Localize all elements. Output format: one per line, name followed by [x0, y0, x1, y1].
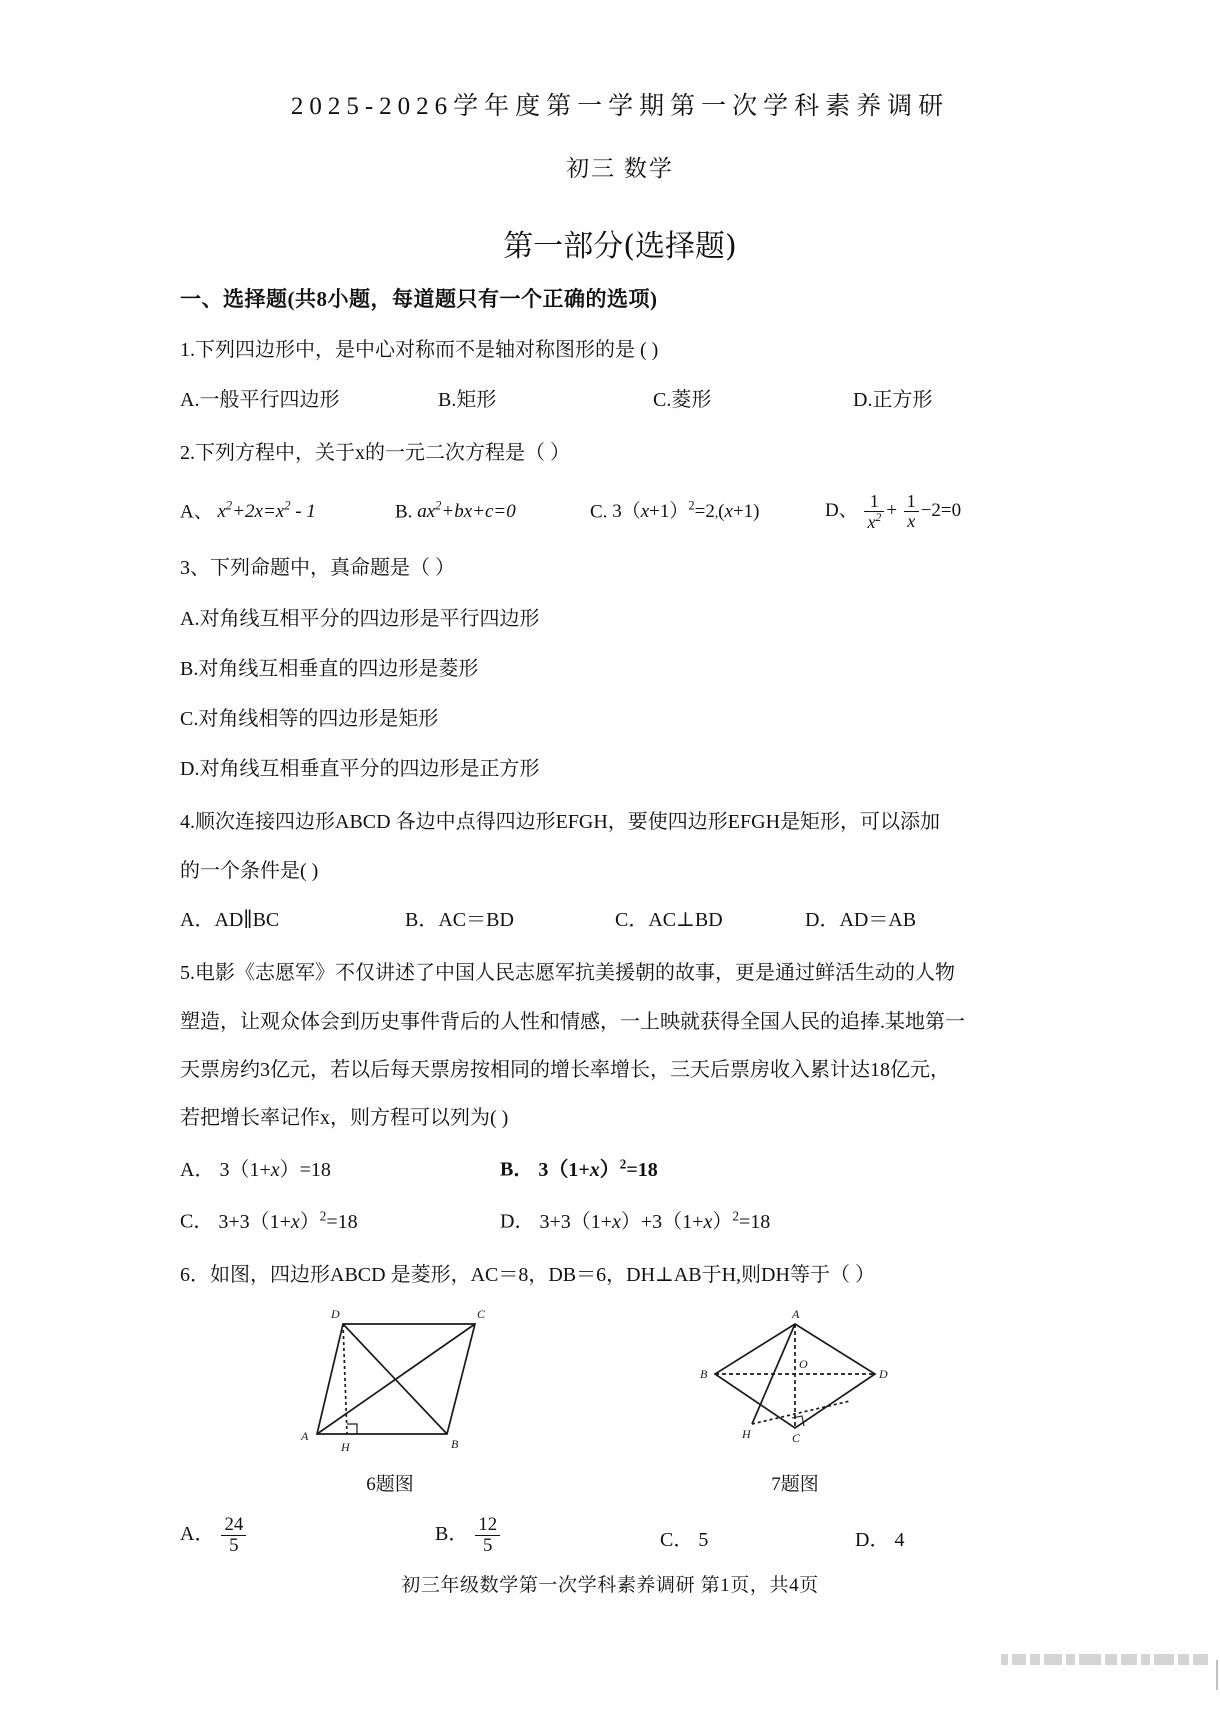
question-6-option-a-fraction: $\frac{24}{5}$ [221, 1515, 246, 1555]
question-6 [180, 1258, 1060, 1556]
question-6-option-b[interactable] [435, 1515, 660, 1555]
question-6-option-d-value: 4 [894, 1528, 905, 1551]
document-subtitle: 初三 数学 [566, 156, 674, 181]
figure-7-label-A: A [792, 1306, 800, 1321]
question-6-option-c-label: C． [660, 1528, 694, 1551]
question-6-option-d-label: D． [855, 1528, 890, 1551]
question-2-option-d-frac2: $\frac{1}{x}$ [904, 492, 919, 531]
question-6-option-a-label: A． [180, 1523, 215, 1546]
question-5-options-row-1 [180, 1154, 1060, 1186]
question-4-option-b[interactable]: B．AC＝BD [405, 909, 514, 932]
question-5-stem-line-4: 若把增长率记作x，则方程可以列为( ) [180, 1107, 509, 1130]
question-1 [180, 333, 1060, 416]
document-title: 2025-2026学年度第一学期第一次学科素养调研 [290, 93, 950, 120]
question-5-option-d[interactable] [500, 1206, 770, 1238]
question-5-option-a[interactable] [180, 1155, 500, 1186]
section-heading: 一、选择题(共8小题，每道题只有一个正确的选项) [180, 287, 658, 311]
figure-6-drawing [275, 1306, 505, 1456]
figure-7-label-H: H [742, 1426, 751, 1441]
question-2-option-b-label: B. [395, 501, 413, 523]
question-3 [180, 551, 1060, 785]
question-2-option-b-expr: $ax^2+bx+c=0$ [417, 498, 516, 523]
question-2-option-a-expr: $x^2+2x=x^2 - 1$ [217, 498, 316, 523]
question-2-option-d[interactable]: D、 $\frac{1}{x^2}$ + $\frac{1}{x}$ −2=0 [825, 491, 962, 532]
watermark [878, 1646, 1208, 1672]
figure-7-label-C: C [792, 1430, 801, 1445]
question-4-options [180, 905, 1060, 936]
question-5-option-c-label: C． [180, 1210, 214, 1233]
figure-7-label-B: B [700, 1366, 708, 1381]
figure-6-label-A: A [301, 1428, 309, 1443]
question-4-stem-line-2: 的一个条件是( ) [180, 860, 319, 883]
question-4-option-a[interactable]: A．AD∥BC [180, 909, 280, 932]
question-4-option-c[interactable]: C．AC⊥BD [615, 909, 723, 932]
figure-6 [240, 1306, 540, 1499]
figure-7-label-D: D [879, 1366, 888, 1381]
question-4-option-d[interactable]: D．AD＝AB [805, 909, 917, 932]
question-2-option-a[interactable] [180, 497, 395, 527]
question-2-option-d-frac1: $\frac{1}{x^2}$ [864, 492, 884, 531]
question-5-option-b-label: B． [500, 1159, 534, 1182]
question-1-option-b[interactable]: B.矩形 [438, 389, 497, 411]
question-2-option-c-label: C. [590, 501, 608, 523]
question-6-option-b-label: B． [435, 1523, 469, 1546]
figure-6-label-D: D [331, 1306, 340, 1321]
question-6-option-b-fraction: $\frac{12}{5}$ [475, 1515, 500, 1555]
question-5-option-d-expr: $3+3(1+x)+3(1+x)^2=18$ [539, 1208, 771, 1233]
question-3-option-a[interactable]: A.对角线互相平分的四边形是平行四边形 [180, 608, 540, 631]
question-2-options [180, 492, 1060, 531]
question-6-option-a[interactable] [180, 1515, 435, 1555]
question-5-options-row-2 [180, 1206, 1060, 1238]
question-4-stem-line-1: 4.顺次连接四边形ABCD 各边中点得四边形EFGH，要使四边形EFGH是矩形，可以添加 [180, 811, 941, 834]
question-5-stem-line-3: 天票房约3亿元，若以后每天票房按相同的增长率增长，三天后票房收入累计达18亿元， [180, 1059, 950, 1082]
question-2 [180, 436, 1060, 531]
question-3-option-d[interactable]: D.对角线互相垂直平分的四边形是正方形 [180, 758, 540, 781]
question-5-stem-line-1: 5.电影《志愿军》不仅讲述了中国人民志愿军抗美援朝的故事，更是通过鲜活生动的人物 [180, 962, 955, 985]
figure-group [180, 1306, 1060, 1499]
question-4 [180, 805, 1060, 936]
question-6-option-d[interactable] [855, 1525, 904, 1556]
question-1-options [180, 385, 1060, 416]
page-edge-tick [1216, 1660, 1218, 1690]
question-6-option-c[interactable] [660, 1525, 855, 1556]
figure-7-caption: 7题图 [771, 1473, 819, 1495]
question-5-option-a-expr: 3（1+x）=18 [219, 1159, 331, 1182]
figure-6-label-C: C [477, 1306, 486, 1321]
question-1-option-c[interactable]: C.菱形 [653, 389, 712, 411]
question-5-option-c[interactable] [180, 1206, 500, 1238]
question-6-option-c-value: 5 [698, 1528, 709, 1551]
question-6-stem: 6．如图，四边形ABCD 是菱形，AC＝8，DB＝6，DH⊥AB于H,则DH等于（ ） [180, 1263, 875, 1286]
question-2-option-b[interactable] [395, 497, 590, 527]
question-3-stem: 3、下列命题中，真命题是（ ） [180, 557, 455, 580]
figure-7-drawing [680, 1306, 910, 1456]
question-3-option-b[interactable]: B.对角线互相垂直的四边形是菱形 [180, 658, 479, 681]
question-5-option-d-label: D． [500, 1210, 535, 1233]
question-5-option-b-expr: $3(1+x)^2=18$ [538, 1156, 658, 1182]
question-2-option-c-expr: $3(x+1)^2=2,(x+1)$ [612, 498, 760, 523]
page-content [180, 0, 1060, 1719]
figure-7-label-O: O [799, 1356, 808, 1371]
page-footer: 初三年级数学第一次学科素养调研 第1页，共4页 [401, 1575, 819, 1596]
figure-6-caption: 6题图 [366, 1473, 414, 1495]
part-title: 第一部分(选择题) [503, 229, 737, 264]
question-6-options [180, 1515, 1060, 1555]
question-5-option-c-expr: $3+3(1+x)^2=18$ [218, 1208, 358, 1233]
figure-7 [645, 1306, 945, 1499]
question-2-stem: 2.下列方程中，关于x的一元二次方程是（ ） [180, 442, 570, 464]
question-1-option-d[interactable]: D.正方形 [853, 389, 933, 411]
question-1-option-a[interactable]: A.一般平行四边形 [180, 389, 340, 411]
question-5-option-a-label: A． [180, 1159, 215, 1182]
question-2-option-c[interactable] [590, 497, 825, 527]
figure-6-label-B: B [451, 1436, 459, 1451]
question-1-stem: 1.下列四边形中，是中心对称而不是轴对称图形的是 ( ) [180, 339, 659, 361]
question-5-stem-line-2: 塑造，让观众体会到历史事件背后的人性和情感，一上映就获得全国人民的追捧.某地第一 [180, 1011, 965, 1034]
question-2-option-d-label: D、 [825, 500, 858, 522]
question-3-options [180, 604, 1060, 785]
question-5 [180, 956, 1060, 1237]
question-5-option-b[interactable] [500, 1154, 658, 1186]
question-2-option-a-label: A、 [180, 501, 213, 523]
figure-6-label-H: H [341, 1439, 350, 1454]
question-3-option-c[interactable]: C.对角线相等的四边形是矩形 [180, 708, 439, 731]
